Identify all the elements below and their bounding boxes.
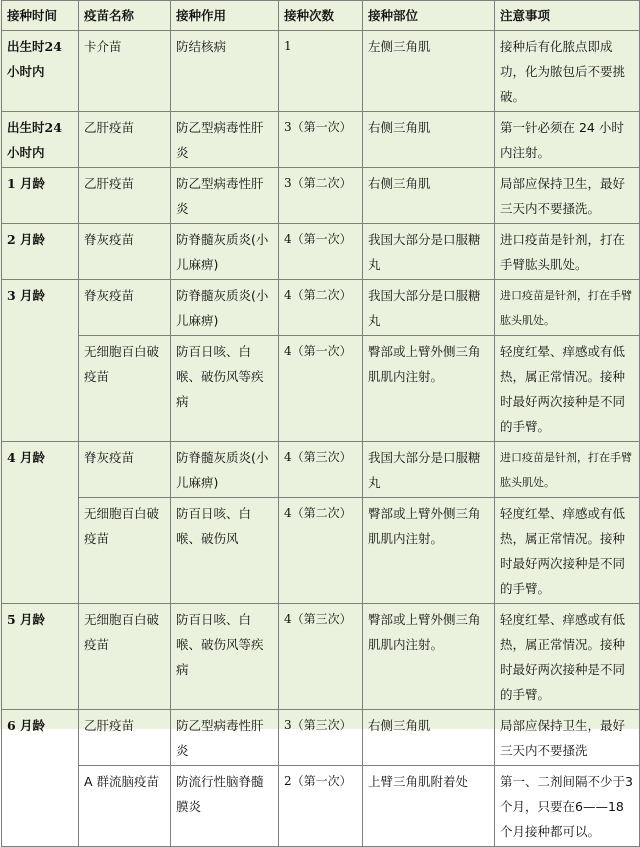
count-cell: 4（第二次）: [279, 280, 363, 336]
count-cell: 3（第三次）: [279, 710, 363, 766]
vaccine-cell: 无细胞百白破疫苗: [79, 498, 171, 604]
count-cell: 4（第一次）: [279, 224, 363, 280]
time-cell: 3 月龄: [2, 280, 79, 442]
vaccine-cell: 脊灰疫苗: [79, 280, 171, 336]
note-cell: 轻度红晕、痒感或有低热，属正常情况。接种时最好两次接种是不同的手臂。: [495, 498, 640, 604]
vaccine-cell: 乙肝疫苗: [79, 112, 171, 168]
table-row: [2, 112, 640, 168]
time-cell: 1 月龄: [2, 168, 79, 224]
header-count: 接种次数: [279, 1, 363, 31]
effect-cell: 防乙型病毒性肝炎: [171, 168, 279, 224]
site-cell: 我国大部分是口服糖丸: [363, 224, 495, 280]
time-cell: 6 月龄: [2, 710, 79, 847]
header-time: 接种时间: [2, 1, 79, 31]
table-row: [2, 224, 640, 280]
table-row: [2, 31, 640, 112]
header-row: [2, 1, 640, 31]
time-cell: 5 月龄: [2, 604, 79, 710]
table-row: [2, 442, 640, 498]
site-cell: 左侧三角肌: [363, 31, 495, 112]
effect-cell: 防乙型病毒性肝炎: [171, 710, 279, 766]
header-site: 接种部位: [363, 1, 495, 31]
count-cell: 4（第三次）: [279, 604, 363, 710]
table-row: [2, 336, 640, 442]
effect-cell: 防百日咳、白喉、破伤风: [171, 498, 279, 604]
table-row: [2, 498, 640, 604]
effect-cell: 防脊髓灰质炎(小儿麻痹): [171, 224, 279, 280]
effect-cell: 防结核病: [171, 31, 279, 112]
note-cell: 轻度红晕、痒感或有低热，属正常情况。接种时最好两次接种是不同的手臂。: [495, 336, 640, 442]
count-cell: 3（第二次）: [279, 168, 363, 224]
note-cell: 进口疫苗是针剂，打在手臂肱头肌处。: [495, 280, 640, 336]
time-cell: 2 月龄: [2, 224, 79, 280]
vaccine-cell: 无细胞百白破疫苗: [79, 604, 171, 710]
site-cell: 臀部或上臂外侧三角肌肌内注射。: [363, 336, 495, 442]
vaccine-cell: 乙肝疫苗: [79, 710, 171, 766]
time-cell: 出生时24小时内: [2, 112, 79, 168]
header-note: 注意事项: [495, 1, 640, 31]
effect-cell: 防百日咳、白喉、破伤风等疾病: [171, 336, 279, 442]
vaccine-cell: 卡介苗: [79, 31, 171, 112]
site-cell: 右侧三角肌: [363, 112, 495, 168]
note-cell: 进口疫苗是针剂，打在手臂肱头肌处。: [495, 442, 640, 498]
vaccine-cell: 无细胞百白破疫苗: [79, 336, 171, 442]
count-cell: 4（第三次）: [279, 442, 363, 498]
site-cell: 臀部或上臂外侧三角肌肌内注射。: [363, 498, 495, 604]
note-cell: 局部应保持卫生，最好三天内不要搔洗。: [495, 168, 640, 224]
note-cell: 第一、二剂间隔不少于3个月，只要在6——18个月接种都可以。: [495, 766, 640, 847]
vaccination-schedule-table: [1, 0, 640, 847]
effect-cell: 防乙型病毒性肝炎: [171, 112, 279, 168]
count-cell: 1: [279, 31, 363, 112]
note-cell: 接种后有化脓点即成功，化为脓包后不要挑破。: [495, 31, 640, 112]
count-cell: 3（第一次）: [279, 112, 363, 168]
table-row: [2, 766, 640, 847]
table-row: [2, 168, 640, 224]
table-row: [2, 604, 640, 710]
note-cell: 第一针必须在 24 小时内注射。: [495, 112, 640, 168]
site-cell: 上臂三角肌附着处: [363, 766, 495, 847]
table-row: [2, 280, 640, 336]
time-cell: 出生时24小时内: [2, 31, 79, 112]
vaccine-cell: 脊灰疫苗: [79, 224, 171, 280]
count-cell: 4（第一次）: [279, 336, 363, 442]
effect-cell: 防脊髓灰质炎(小儿麻痹): [171, 280, 279, 336]
header-vaccine: 疫苗名称: [79, 1, 171, 31]
table-row: [2, 710, 640, 766]
vaccine-cell: 脊灰疫苗: [79, 442, 171, 498]
count-cell: 4（第二次）: [279, 498, 363, 604]
note-cell: 进口疫苗是针剂，打在手臂肱头肌处。: [495, 224, 640, 280]
site-cell: 右侧三角肌: [363, 168, 495, 224]
count-cell: 2（第一次）: [279, 766, 363, 847]
note-cell: 轻度红晕、痒感或有低热，属正常情况。接种时最好两次接种是不同的手臂。: [495, 604, 640, 710]
vaccine-cell: A 群流脑疫苗: [79, 766, 171, 847]
site-cell: 臀部或上臂外侧三角肌肌内注射。: [363, 604, 495, 710]
header-effect: 接种作用: [171, 1, 279, 31]
site-cell: 右侧三角肌: [363, 710, 495, 766]
effect-cell: 防百日咳、白喉、破伤风等疾病: [171, 604, 279, 710]
time-cell: 4 月龄: [2, 442, 79, 604]
vaccine-cell: 乙肝疫苗: [79, 168, 171, 224]
site-cell: 我国大部分是口服糖丸: [363, 442, 495, 498]
note-cell: 局部应保持卫生，最好三天内不要搔洗: [495, 710, 640, 766]
effect-cell: 防流行性脑脊髓膜炎: [171, 766, 279, 847]
effect-cell: 防脊髓灰质炎(小儿麻痹): [171, 442, 279, 498]
site-cell: 我国大部分是口服糖丸: [363, 280, 495, 336]
